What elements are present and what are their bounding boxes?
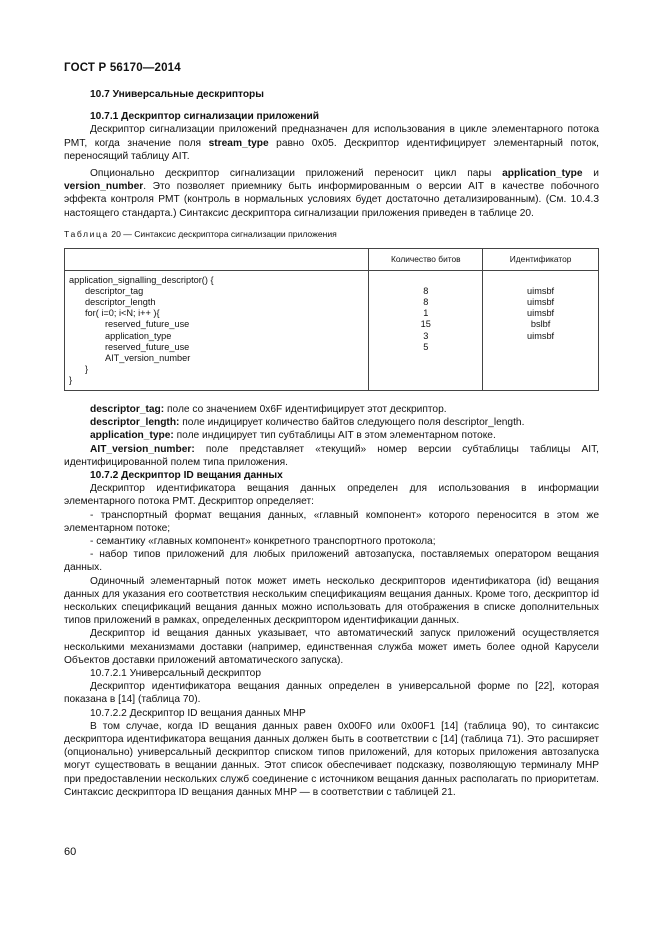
- identifier-value: uimsbf: [527, 308, 555, 319]
- bits-value: 8: [423, 297, 429, 308]
- field-desc-descriptor-tag: [64, 403, 599, 416]
- caption-label: Таблица: [64, 228, 109, 239]
- field-name-application-type: application_type: [502, 168, 583, 180]
- list-item: - транспортный формат вещания данных, «главный компонент» которого переносится в этом же элементарном потоке;: [64, 509, 599, 534]
- syntax-line: descriptor_length: [85, 297, 156, 308]
- field-text: поле индицирует количество байтов следующего поля descriptor_length.: [179, 417, 525, 429]
- bits-value: 3: [423, 330, 429, 341]
- bits-value: 1: [423, 308, 429, 319]
- page-number: 60: [64, 846, 77, 858]
- paragraph-10-7-1-optional: [64, 167, 599, 220]
- syntax-line: reserved_future_use: [105, 341, 190, 352]
- identifier-value: bslbf: [530, 319, 551, 330]
- field-desc-ait-version-number: [64, 443, 599, 469]
- paragraph-10-7-2-multiple: Одиночный элементарный поток может иметь несколько дескрипторов идентификатора (id) вещания данных для указания его соответствия нескольким спецификациям вещания данных. Кроме того, дескриптор id нескольких спецификаций вещания данных можно использовать для отображения в списке дополнительных типов приложений в рамках, определенных дескриптором идентификации данных.: [64, 575, 599, 627]
- paragraph-10-7-2-autostart: Дескриптор id вещания данных указывает, что автоматический запуск приложений осуществляется несколькими механизмами доставки (например, единственная служба может иметь более одной Карусели Объектов доставки приложений автоматического запуска).: [64, 628, 599, 666]
- paragraph-10-7-1-intro: [64, 123, 599, 163]
- text-run: равно 0x05. Дескриптор идентифицирует элементарный поток, переносящий таблицу AIT.: [64, 137, 599, 162]
- field-text: поле представляет «текущий» номер версии субтаблицы таблицы AIT, идентифицированной полем типа приложения.: [64, 443, 599, 468]
- section-10-7-2-1-title: 10.7.2.1 Универсальный дескриптор: [90, 668, 262, 680]
- section-10-7-title: 10.7 Универсальные дескрипторы: [90, 89, 264, 100]
- list-item: - семантику «главных компонент» конкретного транспортного протокола;: [90, 536, 436, 547]
- field-desc-application-type: [64, 429, 599, 442]
- bits-value: 8: [423, 286, 429, 297]
- syntax-line: for( i=0; i<N; i++ ){: [85, 308, 160, 319]
- bits-cell: [369, 271, 483, 391]
- paragraph-10-7-2-intro: Дескриптор идентификатора вещания данных определен для использования в информации элементарного потока PMT. Дескриптор определяет:: [64, 483, 599, 508]
- field-name: application_type:: [90, 430, 174, 442]
- field-text: поле со значением 0x6F идентифицирует этот дескриптор.: [164, 403, 447, 415]
- identifier-value: uimsbf: [527, 330, 555, 341]
- field-name: descriptor_length:: [90, 417, 180, 429]
- bits-value: 15: [420, 319, 431, 330]
- column-header-identifier: Идентификатор: [483, 249, 599, 271]
- bits-value: [373, 275, 478, 286]
- table-20-syntax: [64, 248, 599, 391]
- section-10-7-2-title: 10.7.2 Дескриптор ID вещания данных: [90, 469, 283, 481]
- identifier-value: uimsbf: [527, 297, 555, 308]
- column-header-syntax: [65, 249, 369, 271]
- table-20-caption: [64, 228, 599, 241]
- paragraph-10-7-2-2: В том случае, когда ID вещания данных равен 0x00F0 или 0x00F1 [14] (таблица 90), то синтаксис дескриптора идентификатора вещания данных должен быть в соответствии с [14] (таблица 71). Это расширяет (опционально) универсальный дескриптор списком типов приложений, для которых приложения автозапуска могут существовать в вещании данных. Этот список обеспечивает подсказку, позволяющую терминалу MHP при предоставлении нескольких служб соединение с источником вещания данных располагать по приоритетам. Синтаксис дескриптора ID вещания данных MHP — в соответствии с таблицей 21.: [64, 720, 599, 798]
- identifier-value: uimsbf: [527, 286, 555, 297]
- syntax-line: application_signalling_descriptor() {: [69, 275, 214, 286]
- text-run: Дескриптор сигнализации приложений предназначен для использования в цикле элементарного потока PMT, когда значение поля: [64, 124, 599, 149]
- syntax-line: application_type: [105, 330, 172, 341]
- table-header-row: [65, 249, 599, 271]
- syntax-line: descriptor_tag: [85, 286, 144, 297]
- section-10-7-1-title: 10.7.1 Дескриптор сигнализации приложений: [90, 111, 320, 123]
- text-run: Опционально дескриптор сигнализации приложений переносит цикл пары: [90, 168, 503, 180]
- field-text: поле индицирует тип субтаблицы AIT в этом элементарном потоке.: [173, 430, 496, 442]
- page-body: [64, 88, 599, 799]
- section-10-7-2-2-title: 10.7.2.2 Дескриптор ID вещания данных MHP: [90, 707, 306, 719]
- text-run: . Это позволяет приемнику быть информированным о версии AIT в качестве побочного эффекта контроля PMT (контроль в нормальных условиях будет достаточно детализированным). (См. 10.4.3 настоящего стандарта.) Синтаксис дескриптора сигнализации приложения приведен в таблице 20.: [64, 181, 599, 219]
- text-run: и: [582, 168, 599, 180]
- syntax-line: }: [85, 363, 89, 374]
- syntax-line: AIT_version_number: [105, 352, 191, 363]
- bits-value: 5: [423, 341, 429, 352]
- identifier-cell: [483, 271, 599, 391]
- table-body-row: [65, 271, 599, 391]
- field-name: AIT_version_number:: [90, 443, 195, 455]
- syntax-line: }: [69, 374, 73, 385]
- field-name: descriptor_tag:: [90, 403, 165, 415]
- paragraph-10-7-2-1: Дескриптор идентификатора вещания данных определен в универсальной форме по [22], которая показана в [14] (таблица 70).: [64, 681, 599, 706]
- list-item: - набор типов приложений для любых приложений автозапуска, поставляемых оператором вещания данных.: [64, 549, 599, 574]
- page-header-standard-id: ГОСТ Р 56170—2014: [64, 62, 181, 74]
- field-desc-descriptor-length: [64, 416, 599, 429]
- syntax-line: reserved_future_use: [105, 319, 190, 330]
- field-name-version-number: version_number: [64, 181, 144, 193]
- field-name-stream-type: stream_type: [208, 137, 269, 149]
- column-header-bits: Количество битов: [369, 249, 483, 271]
- caption-text: 20 — Синтаксис дескриптора сигнализации приложения: [108, 228, 337, 239]
- identifier-value: [487, 275, 594, 286]
- syntax-cell: [65, 271, 369, 391]
